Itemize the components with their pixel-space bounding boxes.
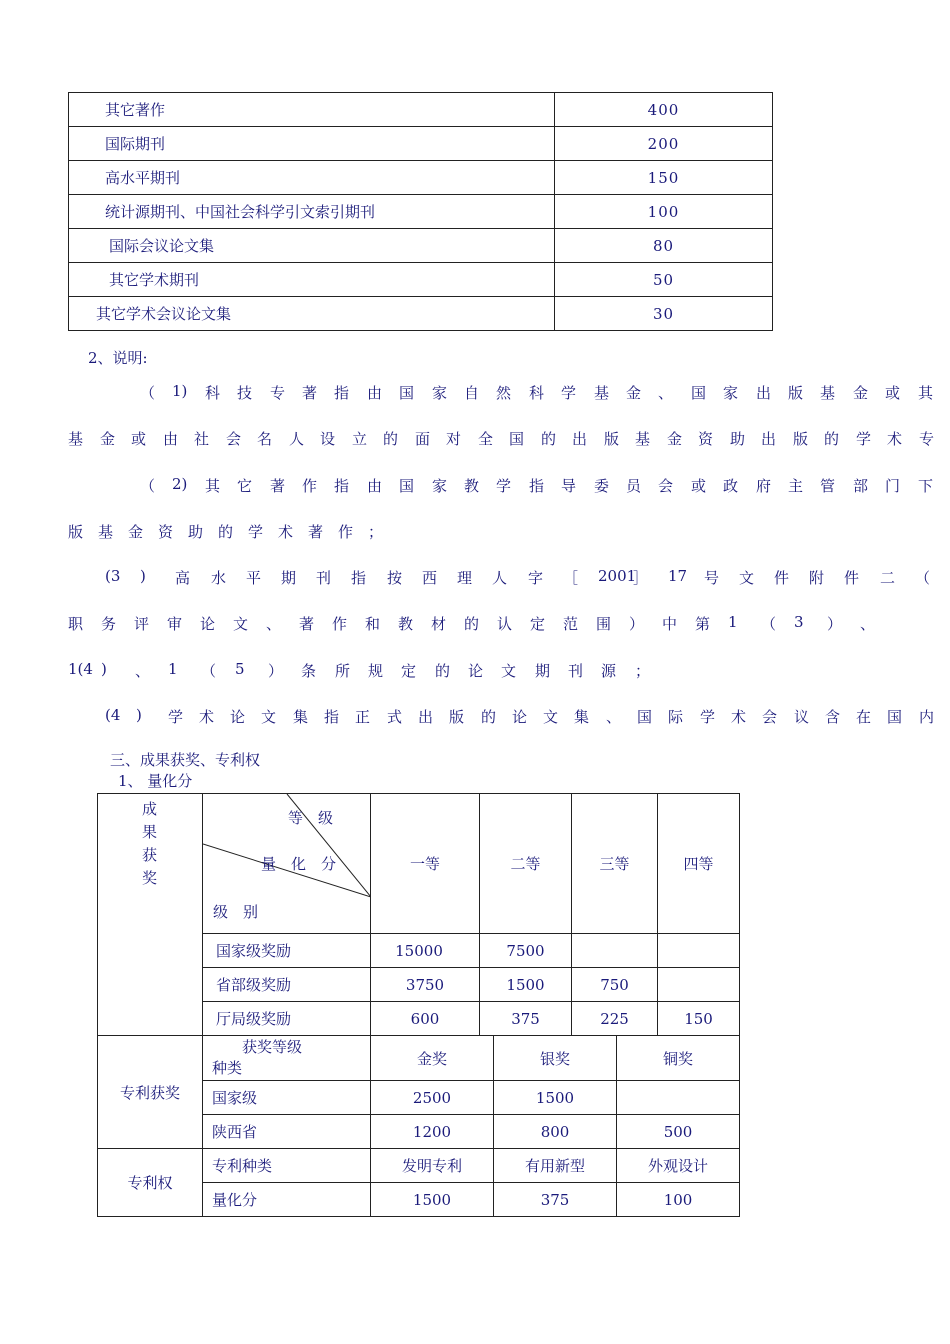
- note-token: 著: [302, 384, 318, 402]
- note-token: 范: [563, 615, 579, 633]
- award-value: [658, 968, 740, 1002]
- grade-header: 四等: [658, 794, 740, 934]
- note-token: 面: [415, 430, 431, 448]
- note-token: ；: [368, 523, 384, 541]
- note-token: 版: [449, 708, 465, 726]
- note-token: 名: [257, 430, 273, 448]
- award-level-label: 省部级奖励: [203, 968, 371, 1002]
- note-token: 教: [464, 477, 480, 495]
- table-row: [69, 297, 773, 331]
- note-token: ): [101, 660, 107, 678]
- note-token: 源: [601, 662, 617, 680]
- note-token: 设: [320, 430, 336, 448]
- note-token: 术: [199, 708, 215, 726]
- note-token: 其: [205, 477, 221, 495]
- note-token: 技: [237, 384, 253, 402]
- note-token: 人: [492, 569, 508, 587]
- grade-header: 三等: [572, 794, 658, 934]
- patent-type: 有用新型: [494, 1149, 617, 1183]
- note-token: 立: [352, 430, 368, 448]
- note-token: 门: [885, 477, 901, 495]
- note-token: 委: [594, 477, 610, 495]
- note-token: 主: [788, 477, 804, 495]
- note-token: 人: [289, 430, 305, 448]
- award-value: 150: [658, 1002, 740, 1036]
- note-token: 件: [774, 569, 790, 587]
- subsection-heading: 1、 量化分: [118, 772, 193, 790]
- note-token: 家: [723, 384, 739, 402]
- patent-award-value: 1200: [371, 1115, 494, 1149]
- note-token: 内: [919, 708, 935, 726]
- note-token: 术: [731, 708, 747, 726]
- note-token: （: [201, 662, 217, 680]
- row-label: 高水平期刊: [69, 161, 555, 195]
- note-token: ）: [827, 615, 843, 633]
- note-token: 员: [626, 477, 642, 495]
- note-token: 全: [478, 430, 494, 448]
- note-token: 的: [824, 430, 840, 448]
- note-token: 专: [919, 430, 935, 448]
- note-token: 第: [695, 615, 711, 633]
- note-token: 国: [691, 384, 707, 402]
- note-token: 号: [704, 569, 720, 587]
- note-token: ): [136, 706, 142, 724]
- patent-score: 375: [494, 1183, 617, 1217]
- note-token: 定: [401, 662, 417, 680]
- table-row: [98, 1036, 740, 1081]
- note-token: 基: [98, 523, 114, 541]
- note-token: 务: [101, 615, 117, 633]
- awards-side-label: [98, 794, 203, 1036]
- note-token: 府: [756, 477, 772, 495]
- note-token: 学: [248, 523, 264, 541]
- note-token: 论: [468, 662, 484, 680]
- category-label: 种类: [212, 1059, 243, 1077]
- note-token: 职: [68, 615, 84, 633]
- row-value: 150: [555, 161, 773, 195]
- note-token: 所: [335, 662, 351, 680]
- notes-heading: 2、说明:: [88, 349, 148, 367]
- note-token: 在: [856, 708, 872, 726]
- award-value: 3750: [371, 968, 480, 1002]
- note-token: 科: [529, 384, 545, 402]
- note-token: 论: [200, 615, 216, 633]
- note-token: 1: [168, 660, 178, 678]
- note-token: 著: [270, 477, 286, 495]
- note-token: 家: [432, 384, 448, 402]
- note-token: 刊: [316, 569, 332, 587]
- table-row: [69, 229, 773, 263]
- note-token: 文: [543, 708, 559, 726]
- note-token: （: [915, 569, 931, 587]
- patent-type-label: 专利种类: [203, 1149, 371, 1183]
- note-token: 论: [512, 708, 528, 726]
- note-token: 期: [281, 569, 297, 587]
- patent-score: 100: [617, 1183, 740, 1217]
- note-token: 刊: [568, 662, 584, 680]
- note-token: 、: [606, 708, 622, 726]
- note-token: (3: [105, 567, 121, 585]
- note-token: 著: [308, 523, 324, 541]
- award-value: 225: [572, 1002, 658, 1036]
- diagonal-top-label: 等 级: [288, 809, 334, 827]
- note-token: 资: [698, 430, 714, 448]
- note-token: 部: [853, 477, 869, 495]
- note-token: 文: [261, 708, 277, 726]
- note-token: 著: [299, 615, 315, 633]
- note-token: 会: [658, 477, 674, 495]
- note-token: 国: [399, 384, 415, 402]
- note-token: 的: [435, 662, 451, 680]
- note-token: 指: [324, 708, 340, 726]
- note-token: 文: [233, 615, 249, 633]
- note-token: 认: [497, 615, 513, 633]
- note-token: 、: [658, 384, 674, 402]
- patent-award-value: 800: [494, 1115, 617, 1149]
- row-label: 其它著作: [69, 93, 555, 127]
- note-token: 3: [794, 613, 804, 631]
- note-token: （: [140, 384, 156, 402]
- note-token: 由: [163, 430, 179, 448]
- note-token: 集: [574, 708, 590, 726]
- note-token: 金: [667, 430, 683, 448]
- note-token: 17: [668, 567, 688, 585]
- note-token: 或: [131, 430, 147, 448]
- note-token: ］: [633, 569, 649, 587]
- note-token: 平: [246, 569, 262, 587]
- note-token: 国: [887, 708, 903, 726]
- publication-score-table: [68, 92, 773, 331]
- note-token: 然: [496, 384, 512, 402]
- note-token: 作: [332, 615, 348, 633]
- row-label: 统计源期刊、中国社会科学引文索引期刊: [69, 195, 555, 229]
- note-token: 基: [820, 384, 836, 402]
- note-token: 和: [365, 615, 381, 633]
- row-value: 400: [555, 93, 773, 127]
- table-row: [98, 794, 740, 934]
- note-token: 规: [368, 662, 384, 680]
- row-value: 50: [555, 263, 773, 297]
- note-token: 金: [100, 430, 116, 448]
- table-row: [69, 93, 773, 127]
- note-token: 含: [825, 708, 841, 726]
- award-score-table: [97, 793, 740, 1217]
- note-token: 学: [856, 430, 872, 448]
- note-token: 字: [528, 569, 544, 587]
- row-label: 其它学术会议论文集: [69, 297, 555, 331]
- note-token: 中: [662, 615, 678, 633]
- note-token: 由: [367, 477, 383, 495]
- awards-side-char: 成: [142, 800, 158, 818]
- patent-score-label: 量化分: [203, 1183, 371, 1217]
- note-token: 作: [302, 477, 318, 495]
- note-token: 正: [355, 708, 371, 726]
- note-token: 出: [418, 708, 434, 726]
- note-token: 5: [235, 660, 245, 678]
- note-token: 水: [211, 569, 227, 587]
- note-token: 审: [167, 615, 183, 633]
- award-value: 1500: [480, 968, 572, 1002]
- note-token: 导: [561, 477, 577, 495]
- award-grade-label: 获奖等级: [242, 1038, 303, 1056]
- note-token: 定: [530, 615, 546, 633]
- note-token: 国: [637, 708, 653, 726]
- awards-side-char: 获: [142, 846, 158, 864]
- note-token: 金: [853, 384, 869, 402]
- award-level-label: 国家级奖励: [203, 934, 371, 968]
- note-token: 教: [398, 615, 414, 633]
- note-token: 它: [237, 477, 253, 495]
- row-label: 其它学术期刊: [69, 263, 555, 297]
- note-token: 对: [446, 430, 462, 448]
- table-row: [69, 127, 773, 161]
- note-token: 或: [885, 384, 901, 402]
- note-token: 或: [691, 477, 707, 495]
- note-token: 资: [158, 523, 174, 541]
- note-token: 材: [431, 615, 447, 633]
- note-token: 会: [762, 708, 778, 726]
- note-token: ）: [629, 615, 645, 633]
- note-token: 指: [351, 569, 367, 587]
- note-token: 学: [561, 384, 577, 402]
- award-value: [572, 934, 658, 968]
- note-token: 国: [399, 477, 415, 495]
- note-token: （: [140, 477, 156, 495]
- patent-side-label: 专利权: [98, 1149, 203, 1217]
- patent-type: 发明专利: [371, 1149, 494, 1183]
- note-token: ；: [635, 662, 651, 680]
- note-token: 集: [293, 708, 309, 726]
- note-token: ）: [268, 662, 284, 680]
- note-token: 会: [226, 430, 242, 448]
- note-token: ): [140, 567, 146, 585]
- awards-side-char: 奖: [142, 869, 158, 887]
- note-token: 的: [481, 708, 497, 726]
- note-token: 版: [604, 430, 620, 448]
- note-token: 、: [266, 615, 282, 633]
- patent-award-level: 国家级: [203, 1081, 371, 1115]
- note-token: （: [761, 615, 777, 633]
- patent-type: 外观设计: [617, 1149, 740, 1183]
- note-token: 的: [541, 430, 557, 448]
- table-row: [98, 1149, 740, 1183]
- note-token: 2): [172, 475, 188, 493]
- note-token: 版: [68, 523, 84, 541]
- note-token: 术: [887, 430, 903, 448]
- patent-score: 1500: [371, 1183, 494, 1217]
- note-token: 科: [205, 384, 221, 402]
- note-token: 指: [334, 477, 350, 495]
- note-token: 、: [860, 615, 876, 633]
- note-token: 议: [794, 708, 810, 726]
- grade-header: 一等: [371, 794, 480, 934]
- award-value: [658, 934, 740, 968]
- note-token: 的: [218, 523, 234, 541]
- note-token: 自: [464, 384, 480, 402]
- grade-header: 二等: [480, 794, 572, 934]
- note-token: 件: [844, 569, 860, 587]
- note-token: 基: [594, 384, 610, 402]
- note-token: 、: [135, 662, 151, 680]
- patent-award-header: [203, 1036, 371, 1081]
- note-token: 附: [809, 569, 825, 587]
- note-token: 出: [572, 430, 588, 448]
- table-row: [69, 195, 773, 229]
- award-value: 15000: [371, 934, 480, 968]
- awards-side-char: 果: [142, 823, 158, 841]
- note-token: 作: [338, 523, 354, 541]
- note-token: 期: [535, 662, 551, 680]
- note-token: 指: [334, 384, 350, 402]
- medal-header: 银奖: [494, 1036, 617, 1081]
- note-token: 文: [739, 569, 755, 587]
- note-token: 2001: [598, 567, 637, 585]
- note-token: 西: [422, 569, 438, 587]
- note-token: 政: [723, 477, 739, 495]
- note-token: 论: [230, 708, 246, 726]
- award-value: 7500: [480, 934, 572, 968]
- note-token: 际: [668, 708, 684, 726]
- note-token: 1: [728, 613, 738, 631]
- award-value: 600: [371, 1002, 480, 1036]
- row-value: 30: [555, 297, 773, 331]
- diagonal-bottom-label: 级 别: [213, 903, 259, 921]
- note-token: 文: [501, 662, 517, 680]
- note-token: 管: [820, 477, 836, 495]
- note-token: 版: [793, 430, 809, 448]
- award-level-label: 厅局级奖励: [203, 1002, 371, 1036]
- award-value: 375: [480, 1002, 572, 1036]
- note-token: 二: [880, 569, 896, 587]
- note-token: 1): [172, 382, 188, 400]
- note-token: 下: [918, 477, 934, 495]
- note-token: 其: [918, 384, 934, 402]
- note-token: 基: [68, 430, 84, 448]
- note-token: 助: [730, 430, 746, 448]
- note-token: 理: [457, 569, 473, 587]
- row-value: 100: [555, 195, 773, 229]
- note-token: 社: [194, 430, 210, 448]
- note-token: 围: [596, 615, 612, 633]
- note-token: 学: [700, 708, 716, 726]
- note-token: 1(4: [68, 660, 93, 678]
- patent-award-level: 陕西省: [203, 1115, 371, 1149]
- note-token: 指: [529, 477, 545, 495]
- note-token: 式: [387, 708, 403, 726]
- patent-award-value: 2500: [371, 1081, 494, 1115]
- note-token: 版: [788, 384, 804, 402]
- note-token: 金: [128, 523, 144, 541]
- note-token: 基: [635, 430, 651, 448]
- note-token: 金: [626, 384, 642, 402]
- note-token: (4: [105, 706, 121, 724]
- note-token: ［: [563, 569, 579, 587]
- diagonal-header-cell: [203, 794, 371, 934]
- note-token: 的: [383, 430, 399, 448]
- table-row: [69, 161, 773, 195]
- note-token: 术: [278, 523, 294, 541]
- note-token: 助: [188, 523, 204, 541]
- patent-award-value: [617, 1081, 740, 1115]
- note-token: 国: [509, 430, 525, 448]
- note-token: 评: [134, 615, 150, 633]
- note-token: 高: [175, 569, 191, 587]
- patent-award-side-label: 专利获奖: [98, 1036, 203, 1149]
- section-heading: 三、成果获奖、专利权: [110, 751, 261, 769]
- note-token: 条: [301, 662, 317, 680]
- diagonal-mid-label: 量 化 分: [261, 855, 337, 873]
- note-token: 按: [387, 569, 403, 587]
- table-row: [69, 263, 773, 297]
- note-token: 出: [756, 384, 772, 402]
- note-token: 专: [270, 384, 286, 402]
- note-token: 家: [432, 477, 448, 495]
- row-value: 80: [555, 229, 773, 263]
- note-token: 学: [168, 708, 184, 726]
- note-token: 出: [761, 430, 777, 448]
- medal-header: 铜奖: [617, 1036, 740, 1081]
- note-token: 由: [367, 384, 383, 402]
- row-label: 国际会议论文集: [69, 229, 555, 263]
- medal-header: 金奖: [371, 1036, 494, 1081]
- patent-award-value: 1500: [494, 1081, 617, 1115]
- row-value: 200: [555, 127, 773, 161]
- note-token: 学: [496, 477, 512, 495]
- award-value: 750: [572, 968, 658, 1002]
- patent-award-value: 500: [617, 1115, 740, 1149]
- note-token: 的: [464, 615, 480, 633]
- row-label: 国际期刊: [69, 127, 555, 161]
